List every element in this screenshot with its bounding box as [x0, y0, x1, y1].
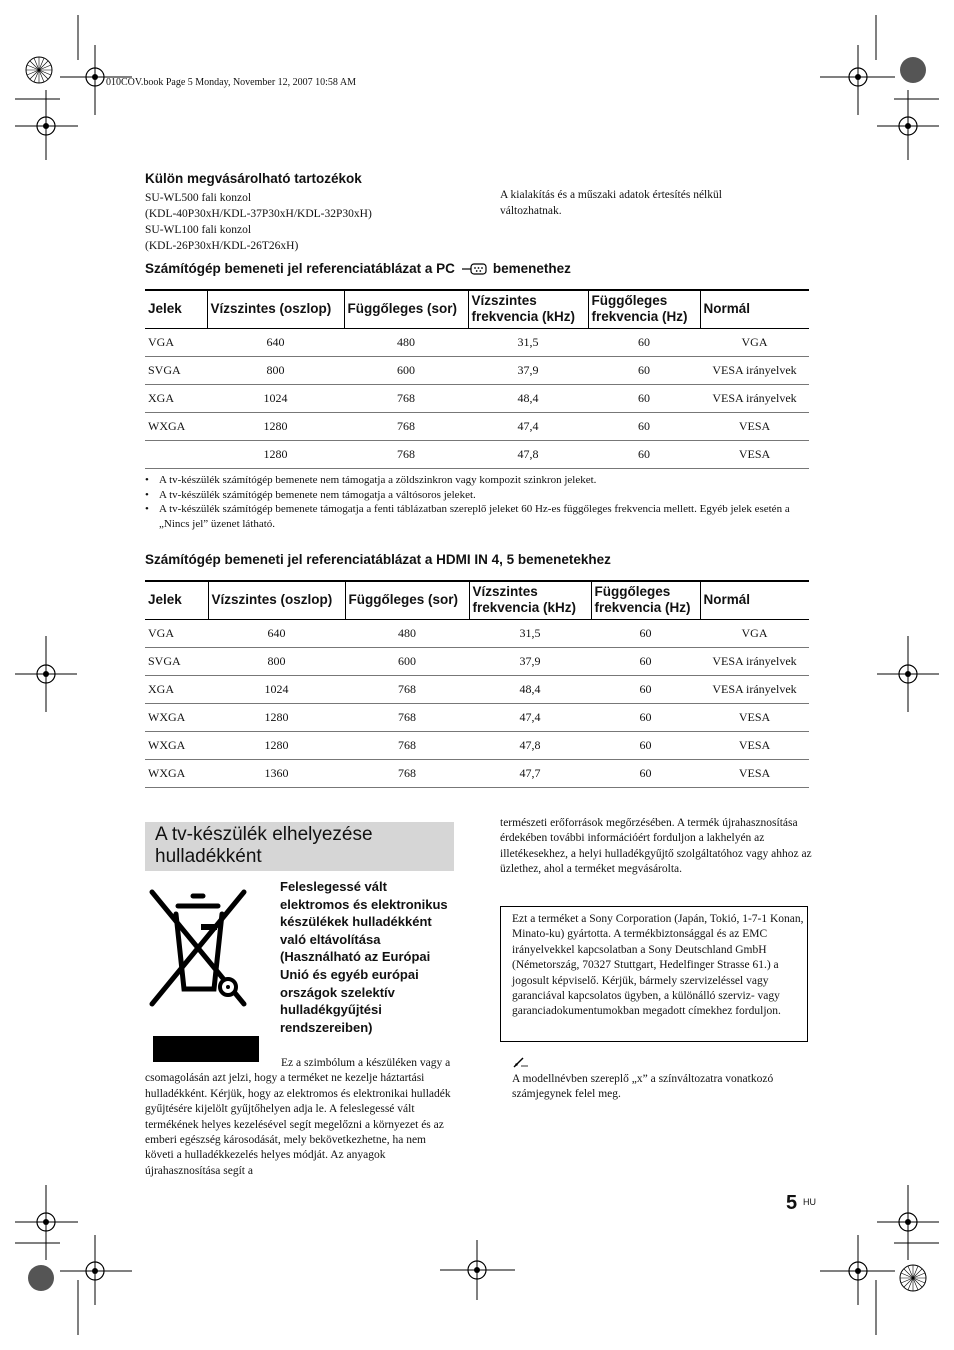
col-header: Vízszintes (oszlop) — [207, 290, 344, 328]
table-cell: 47,4 — [468, 412, 588, 440]
table-cell: 768 — [345, 731, 469, 759]
col-header: Függőleges (sor) — [345, 581, 469, 619]
accessory-line: SU-WL500 fali konzol — [145, 192, 252, 204]
table-cell: 31,5 — [468, 328, 588, 356]
table-cell: 47,4 — [469, 703, 591, 731]
table-cell: 47,8 — [468, 440, 588, 468]
col-header: Normál — [700, 581, 809, 619]
table-cell: 48,4 — [469, 675, 591, 703]
col-header: Vízszintes frekvencia (kHz) — [468, 290, 588, 328]
table-cell: 768 — [345, 759, 469, 787]
hdmi-signal-table — [145, 580, 809, 788]
table-cell: 1280 — [208, 703, 345, 731]
note-item: • A tv-készülék számítógép bemenete támogatja a fenti táblázatban szereplő jeleket 60 Hz-es függőleges frekvencia mellett. Egyéb jelek esetén a „Nincs jel” üzenet látható. — [145, 502, 805, 531]
col-header: Függőleges frekvencia (Hz) — [591, 581, 700, 619]
table-cell: 60 — [591, 619, 700, 647]
accessories-list — [145, 190, 372, 254]
disposal-section-title: A tv-készülék elhelyezése hulladékként — [155, 824, 373, 867]
table-cell: VESA irányelvek — [700, 356, 809, 384]
table-cell: 60 — [591, 731, 700, 759]
table-row — [145, 647, 809, 675]
table-cell: VESA irányelvek — [700, 647, 809, 675]
pc-table-title — [145, 261, 571, 276]
table-cell: VESA — [700, 731, 809, 759]
table-cell: 60 — [591, 647, 700, 675]
accessory-line: (KDL-26P30xH/KDL-26T26xH) — [145, 240, 299, 252]
col-header: Vízszintes frekvencia (kHz) — [469, 581, 591, 619]
table-cell: 800 — [208, 647, 345, 675]
table-cell: VGA — [145, 619, 208, 647]
accessory-line: SU-WL100 fali konzol — [145, 224, 252, 236]
pc-table-title-text: Számítógép bemeneti jel referenciatáblázat a PC — [145, 261, 455, 276]
table-cell: 60 — [591, 759, 700, 787]
table-cell: 37,9 — [468, 356, 588, 384]
table-cell: WXGA — [145, 703, 208, 731]
page-number: 5 — [786, 1192, 798, 1214]
table-cell: XGA — [145, 675, 208, 703]
table-row — [145, 384, 809, 412]
col-header: Normál — [700, 290, 809, 328]
accessory-line: (KDL-40P30xH/KDL-37P30xH/KDL-32P30xH) — [145, 208, 372, 220]
note-item: • A tv-készülék számítógép bemenete nem támogatja a zöldszinkron vagy kompozit szinkron jeleket. — [145, 473, 805, 488]
specs-change-note — [500, 187, 722, 219]
table-row — [145, 619, 809, 647]
table-cell: SVGA — [145, 356, 207, 384]
weee-crossed-bin-icon — [148, 884, 248, 1034]
table-row — [145, 703, 809, 731]
table-cell: 60 — [588, 328, 700, 356]
table-cell: WXGA — [145, 731, 208, 759]
pc-input-icon — [461, 262, 489, 276]
table-cell: 60 — [591, 675, 700, 703]
accessories-title: Külön megvásárolható tartozékok — [145, 171, 362, 186]
table-cell: 47,7 — [469, 759, 591, 787]
table-row — [145, 356, 809, 384]
pc-input-notes — [145, 473, 805, 531]
table-cell: VESA irányelvek — [700, 384, 809, 412]
col-header: Függőleges frekvencia (Hz) — [588, 290, 700, 328]
table-cell: 480 — [345, 619, 469, 647]
table-cell: 60 — [588, 440, 700, 468]
table-cell: 60 — [588, 356, 700, 384]
note-pencil-icon — [512, 1056, 530, 1068]
table-cell: 1024 — [207, 384, 344, 412]
weee-body-text: Ez a szimbólum a készüléken vagy a csomagolásán azt jelzi, hogy a terméket ne kezelje háztartási hulladékként. Kérjük, hogy az elektromos és elektronikai hulladék gyűjtésére kijelölt gyűjtőhelyen adja le. A feleslegessé vált termékének helyes kezelésével segít megelőzni a környezet és az emberi egészség károsodását, mely bekövetkezhetne, ha nem követi a hulladékkezelés helyes módját. Az anyagok újrahasznosítása segít a — [145, 1057, 451, 1177]
table-cell: 60 — [591, 703, 700, 731]
note-item: • A tv-készülék számítógép bemenete nem támogatja a váltósoros jeleket. — [145, 488, 805, 503]
pc-signal-table — [145, 289, 809, 469]
table-cell: 768 — [344, 412, 468, 440]
specs-note-line: változhatnak. — [500, 205, 562, 217]
table-cell: 47,8 — [469, 731, 591, 759]
table-cell — [145, 440, 207, 468]
table-cell: 1280 — [207, 440, 344, 468]
table-cell: VESA irányelvek — [700, 675, 809, 703]
table-cell: VESA — [700, 440, 809, 468]
table-cell: VESA — [700, 703, 809, 731]
table-cell: 768 — [344, 384, 468, 412]
table-cell: WXGA — [145, 759, 208, 787]
table-cell: 60 — [588, 412, 700, 440]
table-cell: 60 — [588, 384, 700, 412]
table-cell: 480 — [344, 328, 468, 356]
table-cell: 640 — [207, 328, 344, 356]
table-cell: 1280 — [208, 731, 345, 759]
table-row — [145, 328, 809, 356]
table-cell: 800 — [207, 356, 344, 384]
table-row — [145, 731, 809, 759]
model-note-text: A modellnévben szereplő „x” a színváltozatra vonatkozó számjegynek felel meg. — [512, 1073, 774, 1101]
book-page-info: 010COV.book Page 5 Monday, November 12, 2007 10:58 AM — [106, 77, 356, 88]
col-header: Vízszintes (oszlop) — [208, 581, 345, 619]
table-row — [145, 412, 809, 440]
col-header: Jelek — [145, 290, 207, 328]
table-cell: VESA — [700, 759, 809, 787]
table-row — [145, 759, 809, 787]
table-header-row — [145, 290, 809, 328]
weee-heading: Feleslegessé vált elektromos és elektronikus készülékek hulladékként való eltávolítása (Használható az Európai Unió és egyéb európai országok szelektív hulladékgyűjtési rendszereiben) — [280, 879, 448, 1035]
table-cell: VESA — [700, 412, 809, 440]
table-cell: 640 — [208, 619, 345, 647]
page-language: HU — [803, 1197, 816, 1207]
table-cell: 31,5 — [469, 619, 591, 647]
table-cell: 48,4 — [468, 384, 588, 412]
table-header-row — [145, 581, 809, 619]
table-cell: 600 — [345, 647, 469, 675]
table-cell: 768 — [345, 675, 469, 703]
table-row — [145, 440, 809, 468]
table-row — [145, 675, 809, 703]
table-cell: VGA — [145, 328, 207, 356]
table-cell: XGA — [145, 384, 207, 412]
specs-note-line: A kialakítás és a műszaki adatok értesítés nélkül — [500, 189, 722, 201]
col-header: Jelek — [145, 581, 208, 619]
manufacturer-text: Ezt a terméket a Sony Corporation (Japán, Tokió, 1-7-1 Konan, Minato-ku) gyártotta. A termékbiztonsággal és az EMC irányelvekkel kapcsolatban a Sony Deutschland GmbH (Németország, 70327 Stuttgart, Hedelfinger Strasse 61.) a jogosult képviselő. Kérjük, bármely szervizeléssel vagy garanciával kapcsolatos ügyben, a különálló szerviz- vagy garanciadokumentumokban megadott címekhez forduljon. — [512, 913, 804, 1018]
table-cell: 37,9 — [469, 647, 591, 675]
table-cell: VGA — [700, 328, 809, 356]
table-cell: 1024 — [208, 675, 345, 703]
weee-continuation-text: természeti erőforrások megőrzésében. A termék újrahasznosítása érdekében további információért forduljon a lakhelyén az illetékesekhez, a helyi hulladékgyűjtő szolgáltatóhoz vagy ahhoz az üzlethez, ahol a terméket megvásárolta. — [500, 817, 812, 876]
table-cell: VGA — [700, 619, 809, 647]
table-cell: 600 — [344, 356, 468, 384]
table-cell: 1280 — [207, 412, 344, 440]
table-cell: 1360 — [208, 759, 345, 787]
hdmi-table-title: Számítógép bemeneti jel referenciatáblázat a HDMI IN 4, 5 bemenetekhez — [145, 552, 611, 567]
col-header: Függőleges (sor) — [344, 290, 468, 328]
table-cell: SVGA — [145, 647, 208, 675]
pc-table-title-suffix: bemenethez — [492, 261, 571, 276]
table-cell: WXGA — [145, 412, 207, 440]
table-cell: 768 — [345, 703, 469, 731]
table-cell: 768 — [344, 440, 468, 468]
